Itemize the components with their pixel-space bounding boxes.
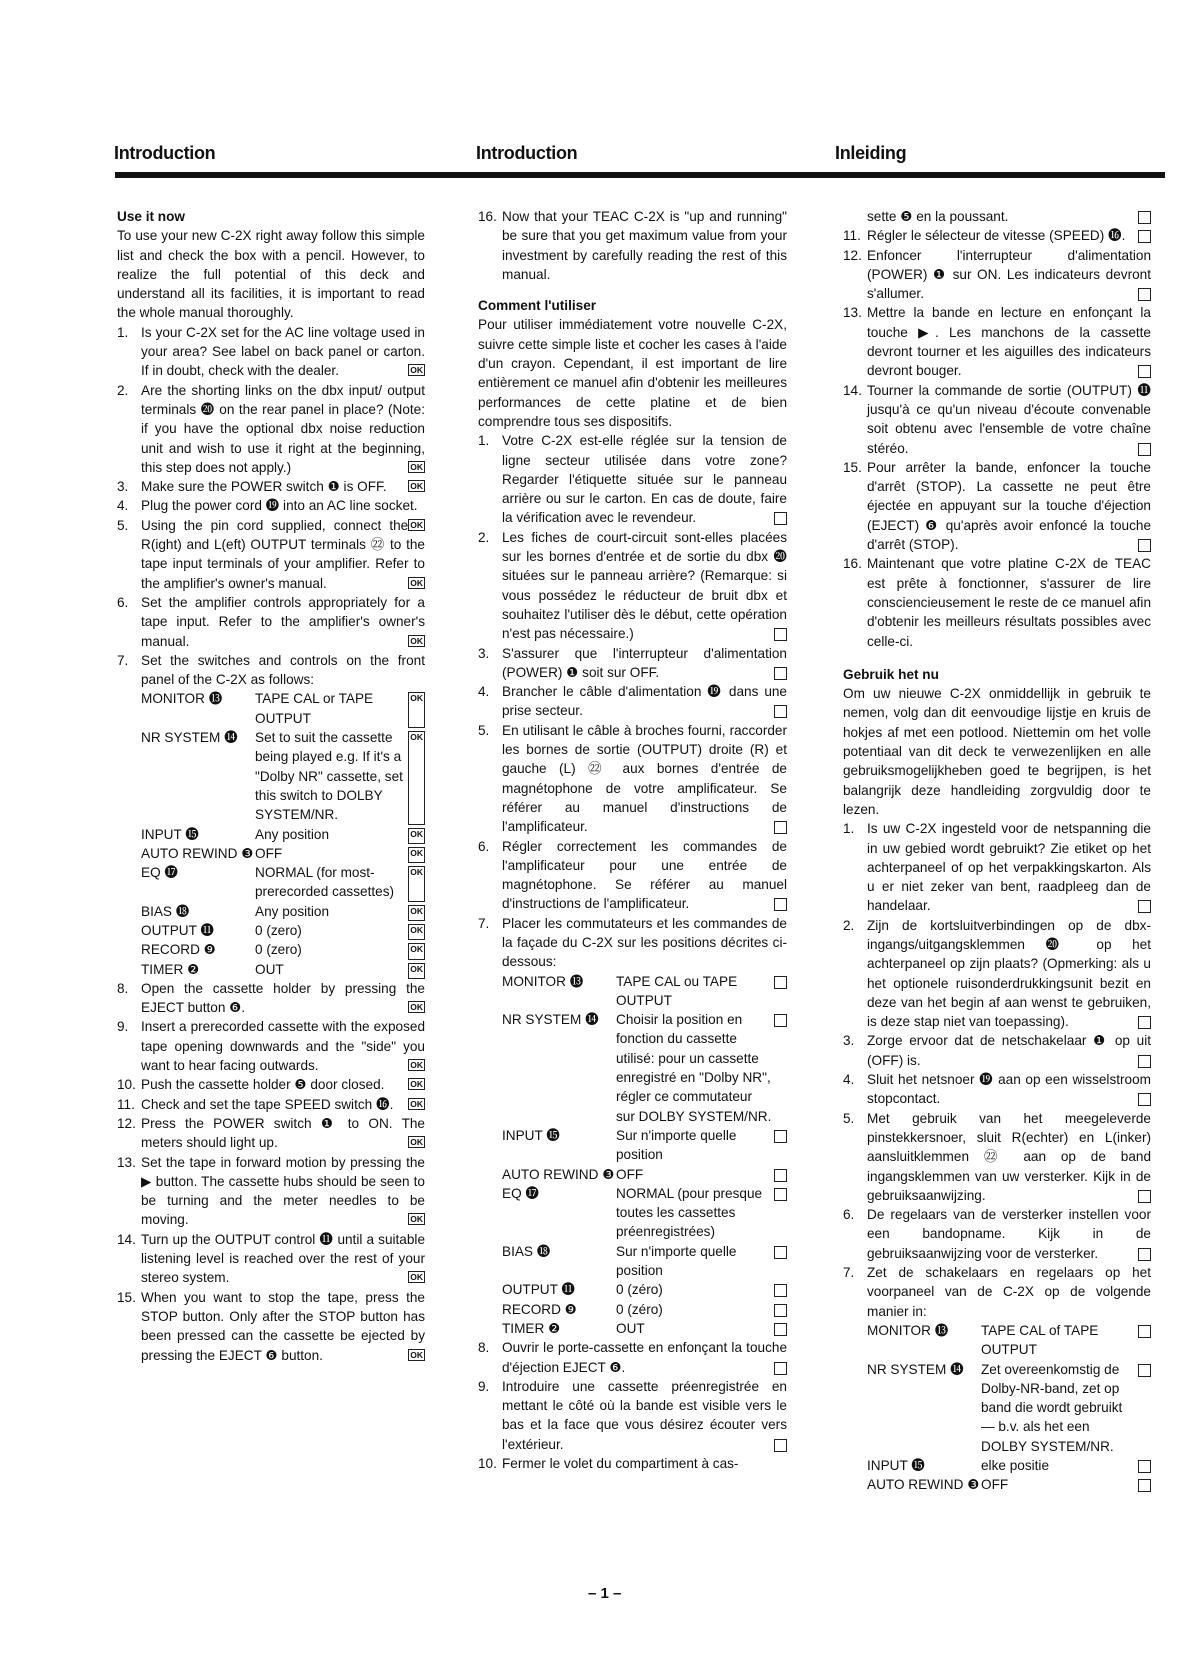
list-item: 3. Make sure the POWER switch ❶ is OFF. OK xyxy=(117,479,423,495)
list-item: 7. Zet de schakelaars en regelaars op het voorpaneel van de C-2X op de volgende manier in: xyxy=(843,1265,1151,1319)
checkbox-ok[interactable]: OK xyxy=(408,692,425,728)
checkbox-ok[interactable]: OK xyxy=(410,1349,423,1360)
setting-row: AUTO REWIND ❸ OFF xyxy=(867,1475,1151,1494)
checkbox-ok[interactable]: OK xyxy=(410,1060,423,1071)
checkbox[interactable] xyxy=(1138,1364,1151,1377)
checkbox[interactable] xyxy=(774,1439,787,1452)
list-item: 16. Maintenant que votre platine C-2X de TEAC est prête à fonctionner, s'assurer de lire consciencieusement le reste de ce manuel afin d'obtenir les meilleurs résultats possibles avec celle-ci. xyxy=(843,556,1151,649)
checkbox-ok[interactable]: OK xyxy=(408,866,425,902)
checkbox[interactable] xyxy=(774,1284,787,1297)
list-item: 2. Are the shorting links on the dbx input/ output terminals ⓴ on the rear panel in place? (Note: if you have the optional dbx noise reduction unit and wish to use it right at the beginning, this step does not apply.) OK xyxy=(117,382,425,475)
setting-row: MONITOR ⓭ TAPE CAL or TAPE OUTPUT OK xyxy=(141,689,425,728)
checkbox[interactable] xyxy=(774,1304,787,1317)
checkbox[interactable] xyxy=(774,1014,787,1027)
checkbox-ok[interactable]: OK xyxy=(410,635,423,646)
page-number: – 1 – xyxy=(588,1585,622,1602)
checkbox[interactable] xyxy=(774,1323,787,1336)
checkbox[interactable] xyxy=(774,628,787,641)
checkbox[interactable] xyxy=(1138,1093,1151,1106)
header-fr: Introduction xyxy=(476,143,578,163)
checkbox-ok[interactable]: OK xyxy=(408,924,425,940)
checkbox[interactable] xyxy=(774,898,787,911)
list-item: 1. Votre C-2X est-elle réglée sur la tension de ligne secteur utilisée dans votre zone? Regarder l'étiquette située sur le panneau arrière ou sur le carton. En cas de doute, faire la vérification avec le revendeur. xyxy=(478,433,787,526)
setting-row: BIAS ⓲ Any position OK xyxy=(141,902,425,921)
header-nl: Inleiding xyxy=(835,143,907,163)
checkbox[interactable] xyxy=(1138,1479,1151,1492)
checkbox[interactable] xyxy=(774,1188,787,1201)
checkbox[interactable] xyxy=(774,1130,787,1143)
setting-row: EQ ⓱ NORMAL (pour presque toutes les cassettes préenregistrées) xyxy=(502,1184,787,1242)
checkbox-ok[interactable]: OK xyxy=(408,731,425,824)
checkbox-ok[interactable]: OK xyxy=(410,1137,423,1148)
setting-row: NR SYSTEM ⓮ Set to suit the cassette being played e.g. If it's a "Dolby NR" cassette, set this switch to DOLBY SYSTEM/NR. OK xyxy=(141,728,425,824)
list-item: 8. Open the cassette holder by pressing the EJECT button ❻. OK xyxy=(117,980,425,1016)
list-item: 16. Now that your TEAC C-2X is "up and running" be sure that you get maximum value from your investment by carefully reading the rest of this manual. xyxy=(478,209,787,282)
checkbox[interactable] xyxy=(774,821,787,834)
checkbox[interactable] xyxy=(1138,288,1151,301)
setting-row: INPUT ⓯ Sur n'importe quelle position xyxy=(502,1126,787,1165)
list-item: 11. Check and set the tape SPEED switch ⓰. OK xyxy=(117,1096,423,1112)
column-dutch xyxy=(843,207,1151,1495)
setting-row: RECORD ❾ 0 (zéro) xyxy=(502,1300,787,1319)
list-item: 10. Push the cassette holder ❺ door closed. OK xyxy=(117,1077,423,1093)
header-en: Introduction xyxy=(114,143,216,163)
checkbox[interactable] xyxy=(774,1362,787,1375)
list-item: 6. Set the amplifier controls appropriately for a tape input. Refer to the amplifier's owner's manual. OK xyxy=(117,594,425,649)
setting-row: RECORD ❾ 0 (zero) OK xyxy=(141,940,425,959)
setting-row: MONITOR ⓭ TAPE CAL ou TAPE OUTPUT xyxy=(502,972,787,1011)
column-english xyxy=(117,207,425,1365)
section-title: Gebruik het nu xyxy=(843,666,939,682)
list-item: 2. Les fiches de court-circuit sont-elles placées sur les bornes d'entrée et de sortie du dbx ⓴ situées sur le panneau arrière? (Remarque: si vous possédez le réducteur de bruit dbx et souhaitez l'utiliser dès le début, cette opération n'est pas nécessaire.) xyxy=(478,529,787,642)
intro-paragraph: Om uw nieuwe C-2X onmiddellijk in gebruik te nemen, volg dan dit eenvoudige lijstje en kruis de hokjes af met een potlood. Niettemin om het volle potentiaal van dit deck te verwezenlijken en alle gebruiksmogelijkheben goed te begrijpen, is het balangrijk deze handleiding zorgvuldig door te lezen. xyxy=(843,686,1151,817)
setting-row: MONITOR ⓭ TAPE CAL of TAPE OUTPUT xyxy=(867,1321,1151,1360)
checkbox[interactable] xyxy=(1138,1460,1151,1473)
section-title: Use it now xyxy=(117,209,185,224)
checkbox[interactable] xyxy=(1138,1055,1151,1068)
checkbox[interactable] xyxy=(1138,1325,1151,1338)
list-item: 8. Ouvrir le porte-cassette en enfonçant la touche d'éjection EJECT ❻. xyxy=(478,1340,787,1375)
list-item: 4. Sluit het netsnoer ⓳ aan op een wisselstroom stopcontact. xyxy=(843,1072,1151,1107)
checkbox[interactable] xyxy=(774,976,787,989)
list-item: 1. Is uw C-2X ingesteld voor de netspanning die in uw gebied wordt gebruikt? Zie etiket op het achterpaneel of op het verpakkingskarton. Als u er niet zeker van bent, raadpleeg dan de handelaar. xyxy=(843,821,1151,914)
list-item: 9. Insert a prerecorded cassette with the exposed tape opening downwards and the "side" you want to hear facing outwards. OK xyxy=(117,1019,425,1074)
checkbox-ok[interactable]: OK xyxy=(408,828,425,844)
list-item: 3. Zorge ervoor dat de netschakelaar ❶ op uit (OFF) is. xyxy=(843,1033,1151,1068)
checkbox[interactable] xyxy=(1138,230,1151,243)
checkbox[interactable] xyxy=(1138,1190,1151,1203)
checkbox-ok[interactable]: OK xyxy=(410,1098,423,1109)
list-item: 14. Turn up the OUTPUT control ⓫ until a suitable listening level is reached over the rest of your stereo system. OK xyxy=(117,1231,425,1286)
continued-text: sette ❺ en la poussant. xyxy=(843,207,1151,226)
checkbox[interactable] xyxy=(774,1169,787,1182)
checkbox[interactable] xyxy=(774,705,787,718)
list-item: 7. Placer les commutateurs et les commandes de la façade du C-2X sur les positions décrites ci-dessous: xyxy=(478,915,787,970)
list-item: 7. Set the switches and controls on the front panel of the C-2X as follows: xyxy=(117,652,425,688)
list-item: 5. Using the pin cord supplied, connect the R(ight) and L(eft) OUTPUT terminals ㉒ to the tape input terminals of your amplifier. Refer to the amplifier's owner's manual. OK xyxy=(117,517,425,591)
setting-row: AUTO REWIND ❸ OFF OK xyxy=(141,844,425,863)
intro-paragraph: To use your new C-2X right away follow this simple list and check the box with a pencil. However, to realize the full potential of this deck and understand all its facilities, it is important to read the whole manual thoroughly. xyxy=(117,228,425,321)
intro-paragraph: Pour utiliser immédiatement votre nouvelle C-2X, suivre cette simple liste et cocher les cases à l'aide d'un crayon. Cependant, il est important de lire entièrement ce manuel afin d'obtenir les meilleures performances de cette platine et de bien comprendre tous ses dispositifs. xyxy=(478,317,787,429)
checkbox-ok[interactable]: OK xyxy=(410,1272,423,1283)
header-rule xyxy=(115,172,1165,178)
list-item: 4. Plug the power cord ⓳ into an AC line socket. OK xyxy=(117,498,423,530)
list-item: 6. Régler correctement les commandes de l'amplificateur pour une entrée de magnétophone. Se référer au manuel d'instructions de l'amplificateur. xyxy=(478,838,787,912)
setting-row: BIAS ⓲ Sur n'importe quelle position xyxy=(502,1242,787,1281)
list-item: 11. Régler le sélecteur de vitesse (SPEED) ⓰. xyxy=(843,226,1151,245)
checkbox-ok[interactable]: OK xyxy=(410,519,423,530)
column-french xyxy=(478,207,787,1473)
checkbox-ok[interactable]: OK xyxy=(410,577,423,588)
checkbox-ok[interactable]: OK xyxy=(410,1002,423,1013)
setting-row: AUTO REWIND ❸ OFF xyxy=(502,1165,787,1184)
list-item: 4. Brancher le câble d'alimentation ⓳ dans une prise secteur. xyxy=(478,684,787,719)
checkbox[interactable] xyxy=(1138,900,1151,913)
setting-row: NR SYSTEM ⓮ Zet overeenkomstig de Dolby-NR-band, zet op band die wordt gebruikt — b.v. als het een DOLBY SYSTEM/NR. xyxy=(867,1360,1151,1456)
list-item: 13. Set the tape in forward motion by pressing the ▶ button. The cassette hubs should be seen to be turning and the meter needles to be moving. OK xyxy=(117,1154,425,1228)
list-item: 14. Tourner la commande de sortie (OUTPUT) ⓫ jusqu'à ce qu'un niveau d'écoute convenable soit obtenu avec l'ensemble de votre chaîne stéréo. xyxy=(843,382,1151,456)
setting-row: TIMER ❷ OUT OK xyxy=(141,960,425,979)
checkbox[interactable] xyxy=(1138,365,1151,378)
list-item: 12. Enfoncer l'interrupteur d'alimentation (POWER) ❶ sur ON. Les indicateurs devront s'allumer. xyxy=(843,247,1151,302)
list-item: 5. Met gebruik van het meegeleverde pinstekkersnoer, sluit R(echter) en L(inker) aansluitklemmen ㉒ aan op de band ingangsklemmen van uw versterker. Kijk in de gebruiksaanwijzing. xyxy=(843,1110,1151,1203)
setting-row: NR SYSTEM ⓮ Choisir la position en fonction du cassette utilisé: pour un cassette enregistré en "Dolby NR", régler ce commutateur sur DOLBY SYSTEM/NR. xyxy=(502,1010,787,1126)
list-item: 12. Press the POWER switch ❶ to ON. The meters should light up. OK xyxy=(117,1115,425,1151)
checkbox-ok[interactable]: OK xyxy=(408,847,425,863)
checkbox-ok[interactable]: OK xyxy=(408,905,425,921)
checkbox[interactable] xyxy=(1138,539,1151,552)
checkbox[interactable] xyxy=(1138,211,1151,224)
checkbox-ok[interactable]: OK xyxy=(410,1214,423,1225)
list-item: 9. Introduire une cassette préenregistrée en mettant le côté où la bande est visible vers le bas et la face que vous désirez écouter vers l'extérieur. xyxy=(478,1378,787,1452)
setting-row: OUTPUT ⓫ 0 (zéro) xyxy=(502,1280,787,1299)
list-item: 13. Mettre la bande en lecture en enfonçant la touche ▶. Les manchons de la cassette devront tourner et les aiguilles des indicateurs devront bouger. xyxy=(843,305,1151,379)
list-item: 15. Pour arrêter la bande, enfoncer la touche d'arrêt (STOP). La cassette ne peut être éjectée en appuyant sur la touche d'éjection (EJECT) ❻ qu'après avoir enfoncé la touche d'arrêt (STOP). xyxy=(843,459,1151,553)
list-item: 10. Fermer le volet du compartiment à cas- xyxy=(478,1456,739,1471)
checkbox[interactable] xyxy=(774,667,787,680)
setting-row: INPUT ⓯ elke positie xyxy=(867,1456,1151,1475)
checkbox[interactable] xyxy=(1138,1016,1151,1029)
setting-row: TIMER ❷ OUT xyxy=(502,1319,787,1338)
list-item: 6. De regelaars van de versterker instellen voor een bandopname. Kijk in de gebruiksaanwijzing voor de versterker. xyxy=(843,1207,1151,1261)
list-item: 2. Zijn de kortsluitverbindingen op de dbx-ingangs/uitgangsklemmen ⓴ op het achterpaneel op zijn plaats? (Opmerking: als u het optionele ruisonderdrukkingsunit bezit en deze van het begin af aan wenst te gebruiken, is deze stap niet van toepassing). xyxy=(843,917,1151,1030)
checkbox-ok[interactable]: OK xyxy=(410,461,423,472)
setting-row: EQ ⓱ NORMAL (for most-prerecorded cassettes) OK xyxy=(141,863,425,902)
checkbox[interactable] xyxy=(1138,443,1151,456)
list-item: 5. En utilisant le câble à broches fourni, raccorder les bornes de sortie (OUTPUT) droite (R) et gauche (L) ㉒ aux bornes d'entrée de magnétophone de votre amplificateur. Se référer au manuel d'instructions de l'amplificateur. xyxy=(478,722,787,835)
checkbox[interactable] xyxy=(774,512,787,525)
checkbox-ok[interactable]: OK xyxy=(410,365,423,376)
list-item: 15. When you want to stop the tape, press the STOP button. Only after the STOP button has been pressed can the cassette be ejected by pressing the EJECT ❻ button. OK xyxy=(117,1289,425,1363)
list-item: 3. S'assurer que l'interrupteur d'alimentation (POWER) ❶ soit sur OFF. xyxy=(478,645,787,680)
checkbox-ok[interactable]: OK xyxy=(408,943,425,959)
section-title: Comment l'utiliser xyxy=(478,298,597,314)
setting-row: OUTPUT ⓫ 0 (zero) OK xyxy=(141,921,425,940)
list-item: 1. Is your C-2X set for the AC line voltage used in your area? See label on back panel or carton. If in doubt, check with the dealer. OK xyxy=(117,324,425,379)
checkbox[interactable] xyxy=(774,1246,787,1259)
checkbox[interactable] xyxy=(1138,1248,1151,1261)
checkbox-ok[interactable]: OK xyxy=(410,481,423,492)
checkbox-ok[interactable]: OK xyxy=(410,1079,423,1090)
checkbox-ok[interactable]: OK xyxy=(408,963,425,979)
setting-row: INPUT ⓯ Any position OK xyxy=(141,825,425,844)
